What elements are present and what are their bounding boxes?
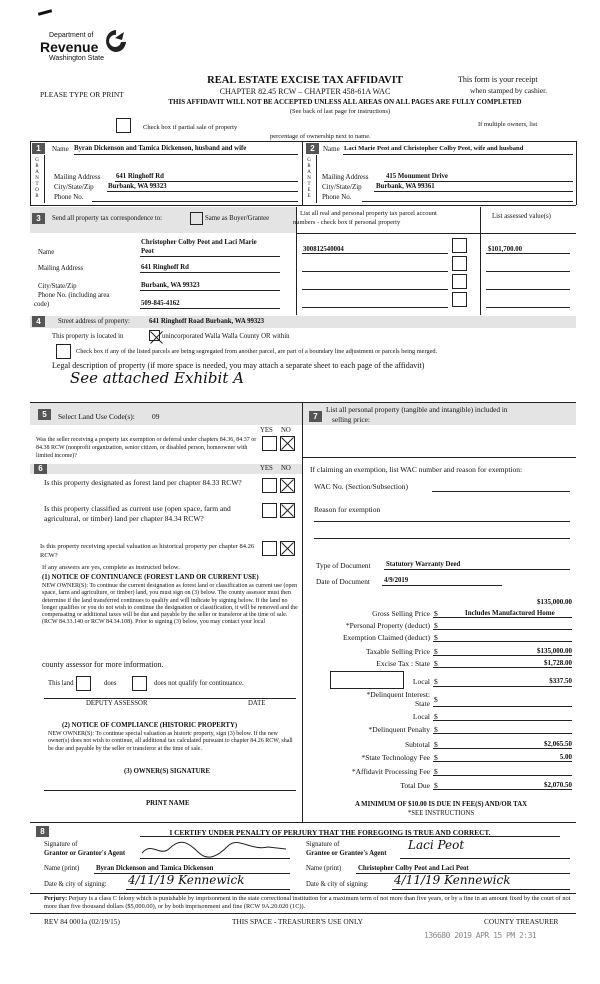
s7-reason-label: Reason for exemption — [314, 505, 381, 514]
same-as-buyer-checkbox[interactable] — [190, 212, 203, 225]
rule — [433, 641, 572, 642]
s3-name-l1: Christopher Colby Peot and Laci Marie — [141, 239, 257, 246]
s4-segregated: Check box if any of the listed parcels are being segregated from another parcel, are part of a boundary line adjustment or parcels being merged. — [76, 348, 438, 355]
s6-q2: Is this property classified as current use (open space, farm and agricultural, or timber) land per chapter 84.34 RCW? — [44, 504, 231, 523]
affidavit-label: *Affidavit Processing Fee — [351, 767, 430, 776]
s6-deputy: DEPUTY ASSESSOR — [86, 700, 148, 707]
personal-label: *Personal Property (deduct) — [345, 621, 430, 630]
s3-city-label: City/State/Zip — [38, 283, 77, 290]
rule — [382, 585, 502, 586]
rule — [576, 141, 577, 205]
s4-street: 641 Ringhoff Road Burbank, WA 99323 — [149, 318, 265, 325]
s6-date: DATE — [248, 700, 266, 707]
page-corner-mark — [38, 9, 52, 16]
dollar-sign: $ — [434, 677, 438, 686]
s7-doc-type: Statutory Warranty Deed — [386, 561, 461, 568]
rule — [384, 569, 570, 570]
form-number: REV 84 0001a (02/19/15) — [44, 917, 120, 926]
rule — [92, 201, 298, 202]
dollar-sign: $ — [434, 753, 438, 762]
excise-value: $1,728.00 — [544, 659, 572, 667]
grantee-sig-l1: Signature of — [306, 841, 340, 848]
s5-no: NO — [281, 427, 291, 434]
rule — [486, 307, 570, 308]
delinq-pen-label: *Delinquent Penalty — [368, 725, 430, 734]
gross-label: Gross Selling Price — [372, 609, 430, 618]
pct-ownership: percentage of ownership next to name. — [270, 133, 371, 140]
unincorporated-checkbox[interactable] — [149, 330, 160, 341]
dollar-sign: $ — [434, 647, 438, 656]
grantor-name-label: Name (print) — [44, 865, 80, 872]
rule — [480, 207, 481, 315]
rule — [433, 720, 572, 721]
grantee-signature: Laci Peot — [408, 838, 465, 852]
receipt-line2: when stamped by cashier. — [470, 86, 548, 95]
rule — [140, 256, 280, 257]
treasurer-use: THIS SPACE - TREASURER'S USE ONLY — [232, 917, 363, 926]
s6-q3-no-checkbox[interactable] — [280, 541, 295, 556]
s6-q1-yes-checkbox[interactable] — [262, 478, 277, 493]
s3-phone-label1: Phone No. (including area — [38, 292, 110, 299]
rule — [296, 233, 576, 234]
delinq-int-label2: State — [415, 699, 430, 708]
s5-yes-checkbox[interactable] — [262, 436, 277, 451]
rule — [433, 706, 572, 707]
county-treasurer: COUNTY TREASURER — [484, 917, 559, 926]
local-label: Local — [412, 677, 430, 686]
s2-name-label: Name — [323, 145, 340, 153]
rule — [433, 775, 572, 776]
taxable-label: Taxable Selling Price — [365, 647, 430, 656]
please-type: PLEASE TYPE OR PRINT — [40, 90, 124, 99]
grantee-date-city: 4/11/19 Kennewick — [394, 873, 511, 887]
grantor-agent-label: Grantor or Grantor's Agent — [44, 850, 126, 857]
section-5-badge: 5 — [38, 409, 51, 420]
s1-grantor-name: Byran Dickenson and Tamica Dickenson, husband and wife — [74, 145, 247, 152]
rule — [314, 521, 570, 522]
s7-title2: selling price: — [332, 415, 370, 424]
rule — [433, 761, 572, 762]
rule — [433, 617, 572, 618]
rule — [362, 201, 573, 202]
legal-description-handwritten: See attached Exhibit A — [70, 369, 244, 387]
certify-statement: I CERTIFY UNDER PENALTY OF PERJURY THAT THE FOREGOING IS TRUE AND CORRECT. — [169, 828, 491, 837]
receipt-line1: This form is your receipt — [458, 75, 538, 84]
cashier-stamp: 136680 2019 APR 15 PM 2:31 — [424, 931, 537, 940]
rule — [384, 181, 573, 182]
rule — [433, 686, 572, 687]
rule — [314, 538, 570, 539]
see-instructions: *SEE INSTRUCTIONS — [407, 810, 475, 817]
s5-landuse-label: Select Land Use Code(s): — [58, 412, 135, 421]
section-6-badge: 6 — [34, 464, 47, 474]
land-does-checkbox[interactable] — [76, 676, 91, 691]
rule — [433, 667, 572, 668]
s6-notice1-title: (1) NOTICE OF CONTINUANCE (FOREST LAND OR CURRENT USE) — [42, 574, 259, 581]
parcel-personal-checkbox-3[interactable] — [452, 274, 467, 289]
s1-name-label: Name — [52, 145, 69, 153]
rule — [44, 698, 296, 699]
assessed-value: $101,700.00 — [488, 246, 522, 253]
s2-city-label: City/State/Zip — [322, 183, 362, 191]
s4-located: unincorporated Walla Walla County OR within — [162, 333, 290, 340]
rule — [433, 789, 572, 790]
minimum-fee: A MINIMUM OF $10.00 IS DUE IN FEE(S) AND/OR TAX — [354, 801, 528, 808]
agency-name: Revenue — [40, 39, 99, 55]
grantor-print-name: Byran Dickenson and Tamica Dickenson — [96, 865, 214, 872]
form-chapter: CHAPTER 82.45 RCW – CHAPTER 458-61A WAC — [219, 87, 391, 96]
rule — [374, 191, 573, 192]
parcel-personal-checkbox-1[interactable] — [452, 238, 467, 253]
dollar-sign: $ — [434, 659, 438, 668]
s4-legal-label: Legal description of property (if more space is needed, you may attach a separate sheet to each page of the affidavit) — [52, 361, 425, 370]
s4-located-label: This property is located in — [52, 333, 124, 340]
section-7-badge: 7 — [309, 411, 322, 422]
s7-wac-label: WAC No. (Section/Subsection) — [314, 482, 408, 491]
dollar-sign: $ — [434, 767, 438, 776]
exemption-label: Exemption Claimed (deduct) — [342, 633, 430, 642]
rule — [486, 253, 570, 254]
s6-notice1-county: county assessor for more information. — [42, 660, 164, 669]
tech-label: *State Technology Fee — [361, 753, 430, 762]
s1-mail-label: Mailing Address — [54, 173, 101, 181]
s2-phone-label: Phone No. — [322, 193, 352, 201]
rule — [30, 205, 576, 206]
s6-does: does — [104, 680, 117, 687]
rule — [302, 307, 448, 308]
rule — [140, 858, 290, 859]
gross-note: Includes Manufactured Home — [465, 609, 555, 617]
dollar-sign: $ — [434, 725, 438, 734]
s5-exemption-question: Was the seller receiving a property tax exemption or deferral under chapters 84.36, 84.37 or 84.38 RCW (nonprofit organization, senior citizen, or disabled person, homeowner with limited income)? — [36, 437, 257, 459]
s6-q1-no-checkbox[interactable] — [280, 478, 295, 493]
s2-city: Burbank, WA 99361 — [376, 183, 435, 190]
s3-assessed-label: List assessed value(s) — [492, 213, 551, 220]
form-warning: THIS AFFIDAVIT WILL NOT BE ACCEPTED UNLESS ALL AREAS ON ALL PAGES ARE FULLY COMPLETED — [168, 98, 522, 106]
s6-no: NO — [281, 465, 291, 472]
perjury-text: Perjury is a class C felony which is punishable by imprisonment in the state correctional institution for a maximum term of not more than five years, or by a fine in an amount fixed by the court of not more than five thousand dollars ($5,000.00), or by both imprisonment and fine (RCW 9A.20.020 (1C)). — [44, 895, 571, 910]
dollar-sign: $ — [434, 609, 438, 618]
agency-logo — [40, 32, 140, 70]
dollar-sign: $ — [434, 695, 438, 704]
section-2-badge: 2 — [306, 143, 319, 154]
excise-label: Excise Tax : State — [376, 659, 430, 668]
land-does-not-checkbox[interactable] — [132, 676, 147, 691]
s6-q3-yes-checkbox[interactable] — [262, 541, 277, 556]
grantor-signature — [140, 838, 290, 860]
s6-notice2-title: (2) NOTICE OF COMPLIANCE (HISTORIC PROPERTY) — [62, 722, 238, 729]
s2-grantee-name: Laci Marie Peot and Christopher Colby Peot, wife and husband — [344, 145, 524, 152]
rule — [400, 858, 570, 859]
rule — [302, 253, 448, 254]
s3-mail: 641 Ringhoff Rd — [141, 264, 189, 271]
s1-phone-label: Phone No. — [54, 193, 84, 201]
parcel-personal-checkbox-2[interactable] — [452, 256, 467, 271]
rule — [30, 822, 576, 823]
s6-owner-sig: (3) OWNER(S) SIGNATURE — [124, 768, 210, 775]
section-4-badge: 4 — [32, 316, 45, 327]
s3-send-label: Send all property tax correspondence to: — [52, 215, 163, 222]
tech-value: 5.00 — [559, 753, 572, 761]
s5-no-checkbox[interactable] — [280, 436, 295, 451]
rule — [432, 491, 570, 492]
s5-yes: YES — [260, 427, 273, 434]
s6-q1: Is this property designated as forest land per chapter 84.33 RCW? — [44, 478, 242, 487]
dollar-sign: $ — [434, 740, 438, 749]
rule — [433, 629, 572, 630]
s7-doc-type-label: Type of Document — [316, 561, 371, 570]
agency-state: Washington State — [49, 55, 104, 62]
rule — [433, 748, 572, 749]
s3-phone-label2: code) — [34, 301, 50, 308]
rule — [30, 141, 31, 205]
form-title: REAL ESTATE EXCISE TAX AFFIDAVIT — [207, 75, 403, 86]
s1-city-label: City/State/Zip — [54, 183, 94, 191]
rule — [30, 913, 576, 914]
grantee-name-label: Name (print) — [306, 865, 342, 872]
s7-exempt-label: If claiming an exemption, list WAC number and reason for exemption: — [310, 465, 523, 474]
gross-selling-value: $135,000.00 — [537, 598, 572, 606]
s6-print-name: PRINT NAME — [146, 800, 190, 807]
rule — [140, 836, 560, 837]
local2-label: Local — [412, 712, 430, 721]
s1-city: Burbank, WA 99323 — [108, 183, 167, 190]
rule — [140, 290, 280, 291]
s3-same-label: Same as Buyer/Grantee — [205, 215, 270, 222]
multiple-owners: If multiple owners, list — [478, 121, 538, 128]
s2-mail: 415 Monument Drive — [386, 173, 448, 180]
see-back: (See back of last page for instructions) — [289, 108, 391, 115]
s3-name-l2: Peot — [141, 248, 154, 255]
rule — [433, 655, 572, 656]
dollar-sign: $ — [434, 712, 438, 721]
s7-doc-date-label: Date of Document — [316, 577, 370, 586]
rule — [433, 733, 572, 734]
revenue-swoosh-icon — [104, 28, 128, 56]
delinq-int-label1: *Delinquent Interest: — [366, 690, 430, 699]
subtotal-label: Subtotal — [404, 740, 430, 749]
taxable-value: $135,000.00 — [537, 647, 572, 655]
rule — [44, 155, 45, 203]
parcel-personal-checkbox-4[interactable] — [452, 292, 467, 307]
s3-list-label1: List all real and personal property tax parcel account — [300, 210, 437, 217]
dollar-sign: $ — [434, 633, 438, 642]
rule — [302, 289, 448, 290]
grantee-print-name: Christopher Colby Peot and Laci Peot — [358, 865, 469, 872]
rule — [303, 457, 576, 458]
s6-q2-yes-checkbox[interactable] — [262, 503, 277, 518]
partial-sale-checkbox[interactable] — [116, 118, 131, 133]
rule — [486, 289, 570, 290]
s4-street-label: Street address of property: — [58, 318, 130, 325]
s6-notice2-text: NEW OWNER(S): To continue special valuation as historic property, sign (3) below. If the new owner(s) does not wish to continue, all additional tax calculated pursuant to chapter 84.26 RCW, shall be due and payable by the seller or transferor at the time of sale. — [48, 731, 293, 752]
rule — [316, 155, 317, 203]
s6-this-land: This land — [48, 680, 74, 687]
rule — [126, 889, 290, 890]
s7-title1: List all personal property (tangible and intangible) included in — [326, 405, 508, 414]
dollar-sign: $ — [434, 781, 438, 790]
s6-does-not: does not qualify for continuance. — [154, 680, 244, 687]
rule — [302, 271, 448, 272]
s6-if-yes: If any answers are yes, complete as instructed below. — [42, 564, 180, 571]
total-label: Total Due — [400, 781, 430, 790]
rule — [30, 141, 576, 142]
section-8-badge: 8 — [36, 826, 49, 837]
rule — [44, 790, 296, 791]
s7-doc-date: 4/9/2019 — [384, 577, 409, 584]
s1-mail: 641 Ringhoff Rd — [116, 173, 164, 180]
perjury-notice — [44, 895, 574, 911]
total-value: $2,070.50 — [544, 781, 572, 789]
s6-q3: Is this property receiving special valuation as historical property per chapter 84.26 RCW? — [40, 543, 255, 559]
rule — [30, 893, 576, 894]
local-value: $337.50 — [549, 677, 572, 685]
section-1-badge: 1 — [32, 143, 45, 154]
rule — [140, 308, 280, 309]
s6-notice1-text: NEW OWNER(S): To continue the current designation as forest land or classification as current use (open space, farm and agriculture, or timber) land, you must sign on (3) below. The county assessor must then determine if the land transferred continues to qualify and will indicate by signing below. If the land no longer qualifies or you do not wish to continue the designation or classification, it will be removed and the compensating or additional taxes will be due and payable by the seller or transferor at the time of sale. (RCW 84.33.140 or RCW 84.34.108). Prior to signing (3) below, you may contact your local — [42, 583, 298, 626]
s5-landuse: 09 — [152, 412, 160, 421]
grantee-date-label: Date & city of signing: — [306, 881, 369, 888]
parcel-number: 300812540004 — [303, 246, 344, 253]
s6-yes: YES — [260, 465, 273, 472]
rule — [302, 402, 303, 822]
s3-list-label2: numbers - check box if personal property — [293, 219, 401, 226]
agency-line1: Department of — [49, 32, 94, 39]
s6-q2-no-checkbox[interactable] — [280, 503, 295, 518]
partial-sale-label: Check box if partial sale of property — [143, 124, 238, 131]
rule — [74, 154, 298, 155]
rule — [107, 191, 298, 192]
s2-mail-label: Mailing Address — [322, 173, 369, 181]
rule — [302, 141, 303, 205]
rule — [392, 889, 570, 890]
rule — [343, 154, 573, 155]
s3-phone: 509-845-4162 — [141, 300, 180, 307]
segregated-checkbox[interactable] — [56, 344, 71, 359]
grantor-date-city: 4/11/19 Kennewick — [128, 873, 245, 887]
rule — [115, 181, 298, 182]
s3-city: Burbank, WA 99323 — [141, 282, 200, 289]
subtotal-value: $2,065.50 — [544, 740, 572, 748]
grantor-sig-l1: Signature of — [44, 841, 78, 848]
s3-name-label: Name — [38, 249, 55, 256]
s3-mail-label: Mailing Address — [38, 265, 84, 272]
perjury-label: Perjury: — [44, 895, 68, 902]
dollar-sign: $ — [434, 621, 438, 630]
grantee-agent-label: Grantee or Grantee's Agent — [306, 850, 387, 857]
section-3-badge: 3 — [32, 213, 45, 224]
rule — [140, 272, 280, 273]
grantor-date-label: Date & city of signing: — [44, 881, 107, 888]
rule — [486, 271, 570, 272]
